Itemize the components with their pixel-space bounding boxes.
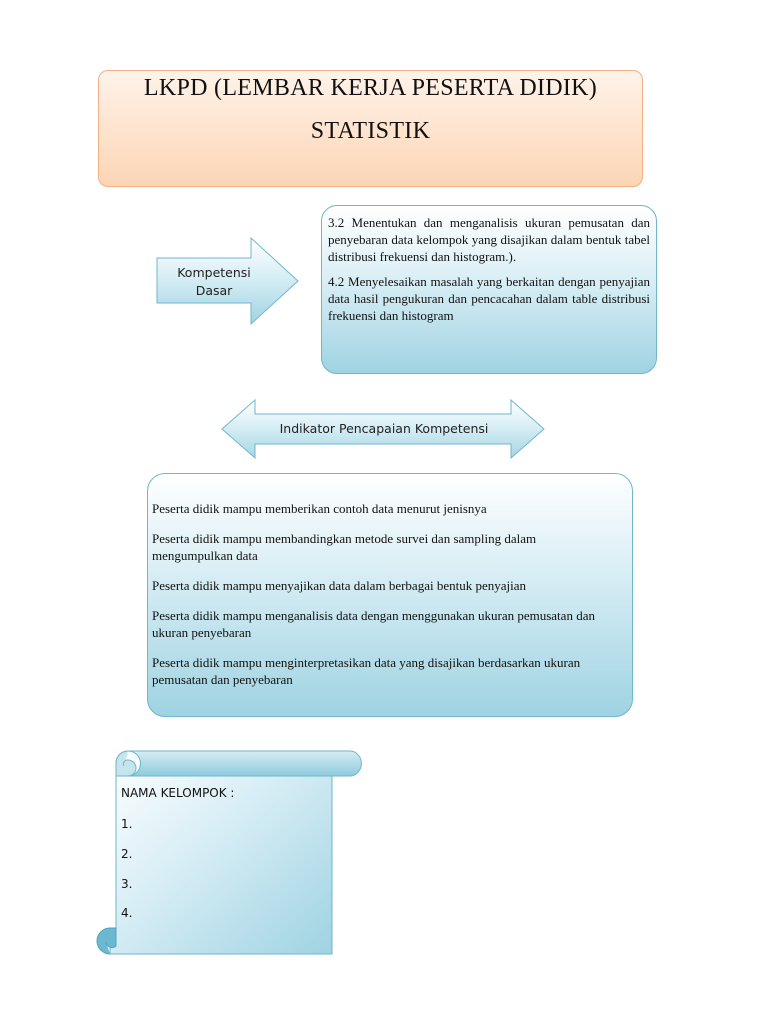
kompetensi-dasar-label: Kompetensi Dasar [177,265,251,298]
indikator-item: Peserta didik mampu menganalisis data dengan menggunakan ukuran pemusatan dan ukuran penyebaran [152,608,595,640]
kelompok-member-3[interactable]: 3. [121,877,133,891]
indikator-box [147,473,633,717]
kompetensi-item: 4.2 Menyelesaikan masalah yang berkaitan dengan penyajian data hasil pengukuran dan pencacahan dalam table distribusi frekuensi dan histogram [328,274,650,323]
indikator-item: Peserta didik mampu menginterpretasikan data yang disajikan berdasarkan ukuran pemusatan dan penyebaran [152,655,581,687]
document-subtitle: STATISTIK [310,118,431,144]
kompetensi-dasar-box [321,205,657,374]
kelompok-member-1[interactable]: 1. [121,817,133,831]
kelompok-member-2[interactable]: 2. [121,847,133,861]
kelompok-member-4[interactable]: 4. [121,906,133,920]
indikator-item: Peserta didik mampu menyajikan data dalam berbagai bentuk penyajian [152,578,526,593]
document-title: LKPD (LEMBAR KERJA PESERTA DIDIK) [143,75,598,101]
indikator-label: Indikator Pencapaian Kompetensi [279,421,489,436]
indikator-item: Peserta didik mampu memberikan contoh data menurut jenisnya [152,501,487,516]
kompetensi-item: 3.2 Menentukan dan menganalisis ukuran pemusatan dan penyebaran data kelompok yang disajikan dalam bentuk tabel distribusi frekuensi dan histogram.). [328,215,650,264]
title-box [98,70,643,187]
indikator-item: Peserta didik mampu membandingkan metode survei dan sampling dalam mengumpulkan data [152,531,537,563]
kelompok-heading: NAMA KELOMPOK : [121,786,235,800]
